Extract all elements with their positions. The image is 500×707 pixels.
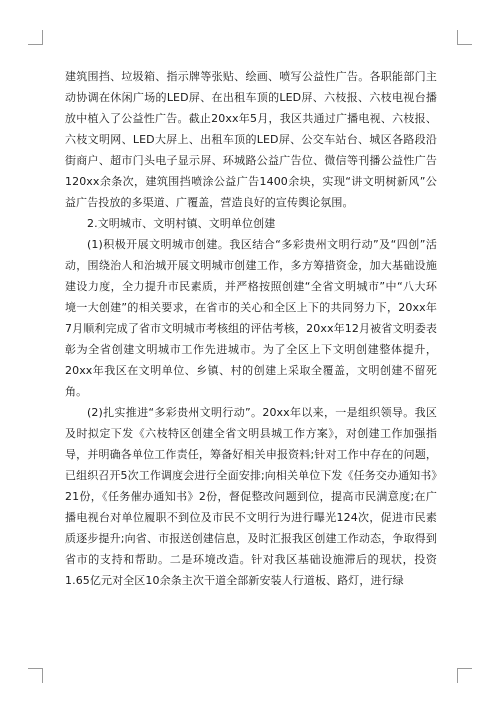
- crop-mark-top-right: [457, 30, 472, 45]
- paragraph-civilized-city: (1)积极开展文明城市创建。我区结合“多彩贵州文明行动”及“四创”活动，围绕治人和治城开展文明城市创建工作，多方筹措资金，加大基础设施建设力度，全力提升市民素质，并严格按照创建“全省文明城市”中“八大环境一大创建”的相关要求，在省市的关心和全区上下的共同努力下，20xx年7月顺利完成了省市文明城市考核组的评估考核，20xx年12月被省文明委表彰为全省创建文明城市工作先进城市。为了全区上下文明创建整体提升，20xx年我区在文明单位、乡镇、村的创建上采取全覆盖，文明创建不留死角。: [65, 238, 437, 398]
- paragraph-colorful-guizhou-action: (2)扎实推进“多彩贵州文明行动”。20xx年以来，一是组织领导。我区及时拟定下发《六枝特区创建全省文明县城工作方案》，对创建工作加强指导，并明确各单位工作责任，筹备好相关申报资料;针对工作中存在的问题，已组织召开5次工作调度会进行全面安排;向相关单位下发《任务交办通知书》21份，《任务催办通知书》2份，督促整改问题到位，提高市民满意度;在广播电视台对单位履职不到位及市民不文明行为进行曝光124次，促进市民素质逐步提升;向省、市报送创建信息，及时汇报我区创建工作动态，争取得到省市的支持和帮助。二是环境改造。针对我区基础设施滞后的现状，投资1.65亿元对全区10余条主次干道全部新安装人行道板、路灯，进行绿: [65, 406, 437, 587]
- crop-mark-bottom-right: [457, 668, 472, 683]
- crop-mark-bottom-left: [28, 668, 43, 683]
- crop-mark-top-left: [28, 30, 43, 45]
- paragraph-public-ads: 建筑围挡、垃圾箱、指示牌等张贴、绘画、喷写公益性广告。各职能部门主动协调在休闲广场的LED屏、在出租车顶的LED屏、六枝报、六枝电视台播放中植入了公益性广告。截止20xx年5月，我区共通过广播电视、六枝报、六枝文明网、LED大屏上、出租车顶的LED屏、公交车站台、城区各路段沿街商户、超市门头电子显示屏、环城路公益广告位、微信等刊播公益性广告120xx余条次，建筑围挡喷涂公益广告1400余块，实现“讲文明树新风”公益广告投放的多渠道、广覆盖，营造良好的宣传舆论氛围。: [65, 70, 437, 209]
- document-body: [65, 66, 437, 591]
- section-heading-civilization-creation: 2.文明城市、文明村镇、文明单位创建: [87, 217, 276, 230]
